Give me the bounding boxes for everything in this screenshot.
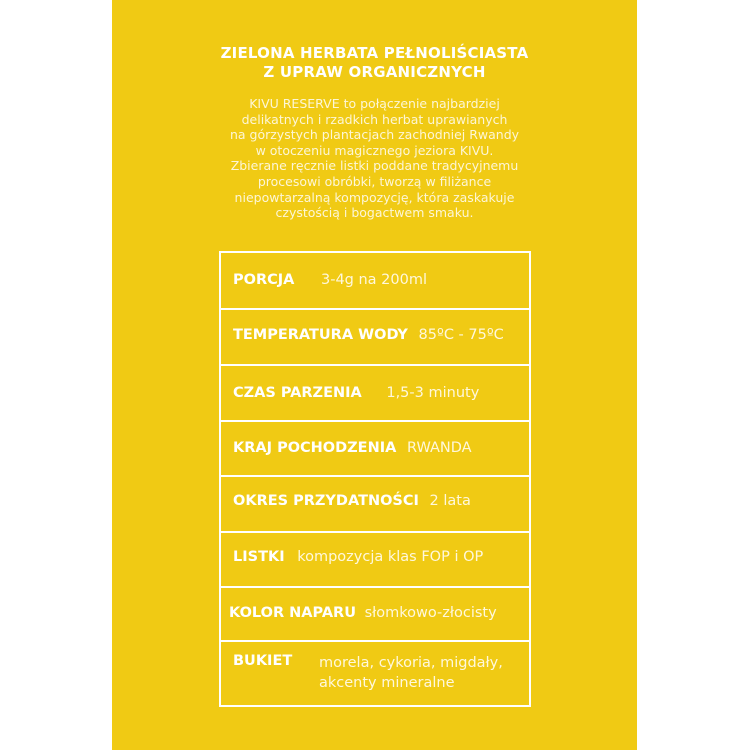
description-line: na górzystych plantacjach zachodniej Rwandy [229, 127, 520, 143]
spec-row-water-temperature [233, 327, 529, 343]
spec-label: TEMPERATURA WODY [233, 327, 408, 343]
spec-label: OKRES PRZYDATNOŚCI [233, 493, 419, 509]
spec-label: LISTKI [233, 549, 285, 565]
spec-value: RWANDA [406, 440, 472, 456]
spec-row-portion [233, 272, 529, 288]
spec-value [319, 653, 503, 693]
spec-value: 3-4g na 200ml [321, 272, 428, 288]
row-divider [221, 586, 529, 588]
row-divider [221, 420, 529, 422]
spec-label: KOLOR NAPARU [229, 605, 356, 621]
spec-value: 85ºC - 75ºC [418, 327, 504, 343]
row-divider [221, 640, 529, 642]
spec-label: KRAJ POCHODZENIA [233, 440, 397, 456]
row-divider [221, 475, 529, 477]
spec-value: kompozycja klas FOP i OP [297, 549, 484, 565]
product-description [112, 96, 637, 221]
description-line: w otoczeniu magicznego jeziora KIVU. [255, 142, 494, 158]
spec-row-origin [233, 440, 529, 456]
product-panel [112, 0, 637, 750]
spec-table [219, 251, 531, 707]
description-line: procesowi obróbki, tworzą w filiżance [257, 173, 492, 189]
description-line: KIVU RESERVE to połączenie najbardziej [249, 96, 500, 111]
spec-label: PORCJA [233, 272, 295, 288]
product-title [112, 44, 637, 82]
spec-label: BUKIET [233, 653, 293, 669]
spec-row-brew-time [233, 385, 529, 401]
row-divider [221, 364, 529, 366]
description-line: delikatnych i rzadkich herbat uprawianych [241, 111, 508, 127]
spec-value: 1,5-3 minuty [386, 385, 480, 401]
spec-row-leaves [233, 549, 529, 565]
title-line-1: ZIELONA HERBATA PEŁNOLIŚCIASTA [220, 44, 529, 62]
spec-value: słomkowo-złocisty [364, 605, 497, 621]
description-line: niepowtarzalną kompozycję, która zaskakuje [234, 189, 515, 205]
spec-row-infusion-color [229, 605, 529, 621]
description-line: Zbierane ręcznie listki poddane tradycyjnemu [230, 158, 519, 174]
spec-row-bouquet [233, 653, 529, 697]
row-divider [221, 308, 529, 310]
title-line-2: Z UPRAW ORGANICZNYCH [263, 63, 486, 81]
description-line: czystością i bogactwem smaku. [275, 205, 474, 221]
spec-row-shelf-life [233, 493, 529, 509]
row-divider [221, 531, 529, 533]
spec-value: 2 lata [429, 493, 471, 509]
spec-label: CZAS PARZENIA [233, 385, 362, 401]
spec-value-line-2: akcenty mineralne [319, 675, 455, 691]
spec-value-line-1: morela, cykoria, migdały, [319, 655, 503, 671]
